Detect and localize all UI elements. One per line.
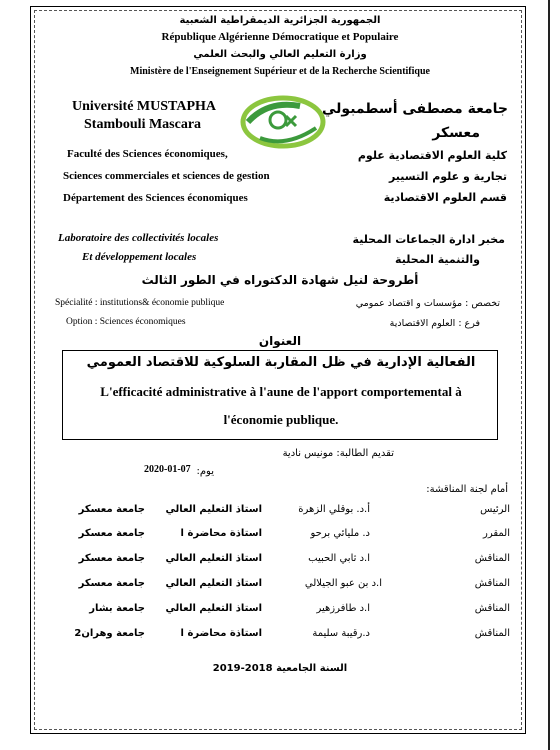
member-role: المناقش: [474, 603, 510, 614]
thesis-title-ar: الفعالية الإدارية في ظل المقاربة السلوكية للاقتصاد العمومي: [86, 355, 476, 370]
member-university: جامعة معسكر: [78, 578, 145, 589]
member-role: المقرر: [482, 528, 510, 539]
university-fr-city: Stambouli Mascara: [84, 117, 202, 132]
university-fr-name: Université MUSTAPHA: [72, 99, 216, 114]
faculty-fr-line2: Sciences commerciales et sciences de gestion: [63, 170, 270, 182]
defense-date: 2020-01-07: [144, 464, 191, 475]
department-ar: قسم العلوم الاقتصادية: [383, 191, 507, 204]
member-name: ا.د ثابي الحبيب: [308, 553, 370, 564]
faculty-ar-line2: تجارية و علوم التسيير: [388, 170, 507, 183]
member-role: المناقش: [474, 628, 510, 639]
committee-heading: أمام لجنة المناقشة:: [426, 484, 508, 495]
thesis-title-fr-line2: l'économie publique.: [223, 412, 339, 427]
lab-ar-line1: مخبر ادارة الجماعات المحلية: [352, 233, 505, 246]
member-role: المناقش: [474, 553, 510, 564]
header-fr-ministry: Ministère de l'Enseignement Supérieur et de la Recherche Scientifique: [130, 66, 430, 77]
header-ar-republic: الجمهورية الجزائرية الديمقراطية الشعبية: [179, 15, 381, 26]
member-university: جامعة معسكر: [78, 504, 145, 515]
member-rank: استاذ التعليم العالي: [165, 603, 262, 614]
member-university: جامعة معسكر: [78, 528, 145, 539]
university-logo: [238, 92, 328, 150]
member-rank: استاذ التعليم العالي: [165, 578, 262, 589]
member-role: المناقش: [474, 578, 510, 589]
member-rank: استاذ التعليم العالي: [165, 504, 262, 515]
member-university: جامعة معسكر: [78, 553, 145, 564]
faculty-fr-line1: Faculté des Sciences économiques,: [67, 148, 228, 160]
member-university: جامعة بشار: [89, 603, 145, 614]
member-name: أ.د. بوقلي الزهرة: [298, 504, 370, 515]
thesis-type: أطروحة لنيل شهادة الدكتوراه في الطور الثالث: [141, 273, 419, 287]
header-fr-republic: République Algérienne Démocratique et Populaire: [161, 31, 399, 43]
thesis-title-fr-line1: L'efficacité administrative à l'aune de l'apport comportemental à: [100, 384, 462, 399]
member-rank: استاذ التعليم العالي: [165, 553, 262, 564]
branch-ar: فرع : العلوم الاقتصادية: [389, 318, 480, 329]
member-name: ا.د بن عبو الجيلالي: [304, 578, 382, 589]
presented-by: تقديم الطالبة: مونيس نادية: [282, 448, 394, 459]
member-name: د. مليائي برحو: [310, 528, 370, 539]
university-ar-name: جامعة مصطفى أسطمبولي: [322, 101, 508, 117]
specialty-ar: تخصص : مؤسسات و اقتصاد عمومي: [355, 298, 500, 309]
member-role: الرئيس: [480, 504, 510, 515]
member-name: ا.د طافرزهير: [316, 603, 370, 614]
page-edge: [548, 0, 550, 750]
faculty-ar-line1: كلية العلوم الاقتصادية علوم: [357, 149, 507, 162]
title-label: العنوان: [258, 334, 302, 348]
member-name: د.رقيبة سليمة: [312, 628, 370, 639]
header-ar-ministry: وزارة التعليم العالي والبحث العلمي: [193, 49, 367, 60]
member-rank: استاذة محاضرة ا: [180, 628, 262, 639]
title-box: [62, 350, 498, 440]
option-fr: Option : Sciences économiques: [66, 317, 186, 327]
member-rank: استاذة محاضرة ا: [180, 528, 262, 539]
specialty-fr: Spécialité : institutions& économie publique: [55, 298, 225, 308]
member-university: جامعة وهران2: [74, 628, 145, 639]
day-label: يوم:: [196, 466, 214, 477]
university-ar-city: معسكر: [432, 125, 480, 141]
academic-year: السنة الجامعية 2018-2019: [212, 663, 348, 674]
lab-ar-line2: والتنمية المحلية: [395, 253, 480, 266]
lab-fr-line1: Laboratoire des collectivités locales: [58, 232, 219, 244]
department-fr: Département des Sciences économiques: [63, 192, 248, 204]
lab-fr-line2: Et développement locales: [82, 251, 197, 263]
